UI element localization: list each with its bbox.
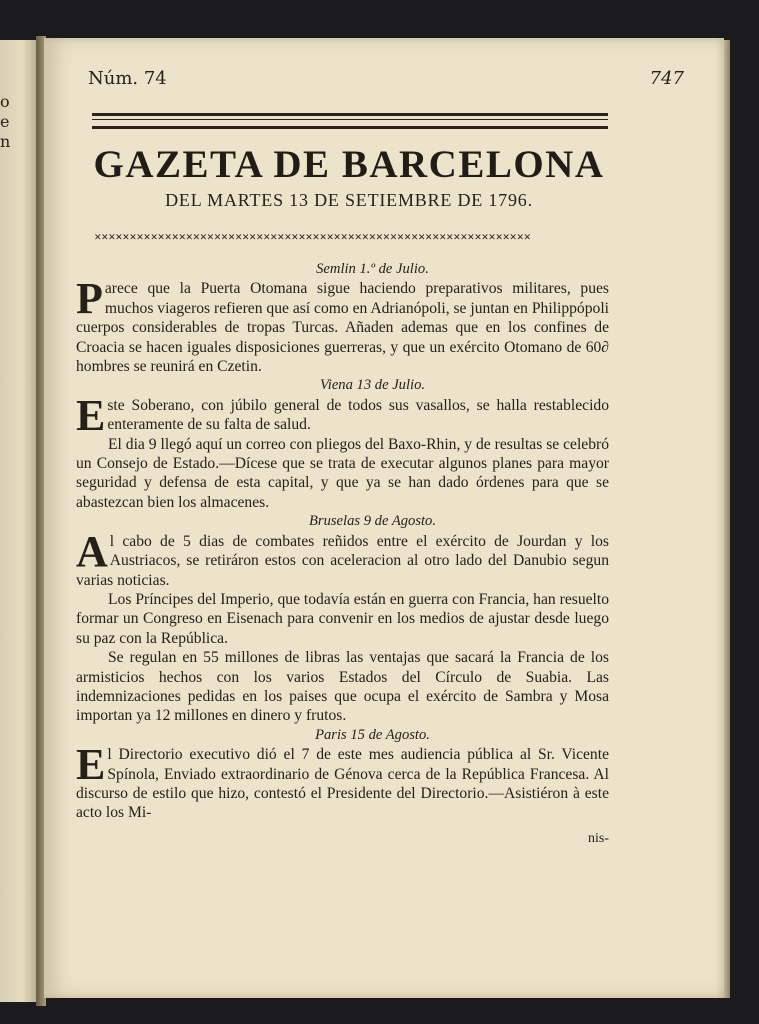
running-header — [88, 68, 684, 92]
article-heading: Bruselas 9 de Agosto. — [308, 513, 437, 530]
article-heading: Semlin 1.º de Julio. — [316, 261, 429, 277]
drop-cap: E — [76, 740, 106, 790]
catchword: nis- — [588, 830, 609, 846]
left-page-fragment: e — [0, 112, 10, 131]
drop-cap: A — [76, 526, 108, 576]
article-paragraph — [76, 740, 609, 823]
previous-page-edge — [0, 40, 38, 1002]
paragraph-text: l Directorio executivo dió el 7 de este mes audiencia pública al Sr. Vicente Spínola, Enviado extraordinario de Génova cerca de la República Francesa. Al discurso de estilo que hizo, contestó el Presidente del Directorio.—Asistiéron à este acto los Mi- — [76, 746, 609, 822]
paragraph-text: arece que la Puerta Otomana sigue haciendo preparativos militares, pues muchos viageros refieren que así como en Adrianópoli, se juntan en Philippópoli cuerpos considerables de tropas Turcas. Añaden ademas que en los confines de Croacia se hacen iguales disposiciones guerreras, y que un exército Otomano de 60∂ hombres se reunirá en Czetin. — [76, 280, 609, 376]
header-rule — [92, 113, 608, 129]
paragraph-text: ste Soberano, con júbilo general de todos sus vasallos, se halla restablecido enteramente de su falta de salud. — [107, 396, 609, 434]
masthead-dateline: DEL MARTES 13 DE SETIEMBRE DE 1796. — [165, 190, 533, 210]
paragraph-text: l cabo de 5 dias de combates reñidos entre el exército de Jourdan y los Austriacos, se retiráron estos con aceleracion al otro lado del Danubio segun varias noticias. — [76, 532, 609, 589]
left-page-fragment: o — [0, 92, 10, 111]
ornamental-rule: ✕✕✕✕✕✕✕✕✕✕✕✕✕✕✕✕✕✕✕✕✕✕✕✕✕✕✕✕✕✕✕✕✕✕✕✕✕✕✕✕✕✕✕✕✕✕✕✕✕✕✕✕✕✕✕✕✕✕✕✕✕✕ — [94, 234, 531, 242]
article-paragraph — [76, 274, 609, 376]
article-paragraph — [76, 526, 609, 590]
article-heading: Viena 13 de Julio. — [319, 377, 426, 394]
article-body — [76, 260, 609, 848]
issue-number: Núm. 74 — [88, 68, 167, 89]
article-paragraph: Se regulan en 55 millones de libras las ventajas que sacará la Francia de los armisticios hechos con los varios Estados del Círculo de Suabia. Las indemnizaciones pedidas en los paises que ocupa el exército de Sambra y Mosa importan ya 12 millones en dinero y frutos. — [76, 649, 609, 725]
article-paragraph: Los Príncipes del Imperio, que todavía están en guerra con Francia, han resuelto formar un Congreso en Eisenach para convenir en los medios de ajustar desde luego su paz con la República. — [76, 590, 609, 647]
drop-cap: P — [76, 274, 103, 324]
drop-cap: E — [76, 390, 106, 440]
left-page-fragment: n — [0, 132, 11, 151]
article-paragraph — [76, 390, 609, 440]
newspaper-page — [44, 38, 724, 998]
masthead-title: GAZETA DE BARCELONA — [93, 143, 605, 186]
page-number: 747 — [649, 68, 684, 89]
article-heading: Paris 15 de Agosto. — [315, 726, 430, 743]
article-paragraph: El dia 9 llegó aquí un correo con pliegos del Baxo-Rhin, y de resultas se celebró un Consejo de Estado.—Dícese que se trata de executar algunos planes para mayor seguridad y defensa de esta capital, y que ya se han dado órdenes para que se abastezcan bien los almacenes. — [76, 435, 609, 511]
